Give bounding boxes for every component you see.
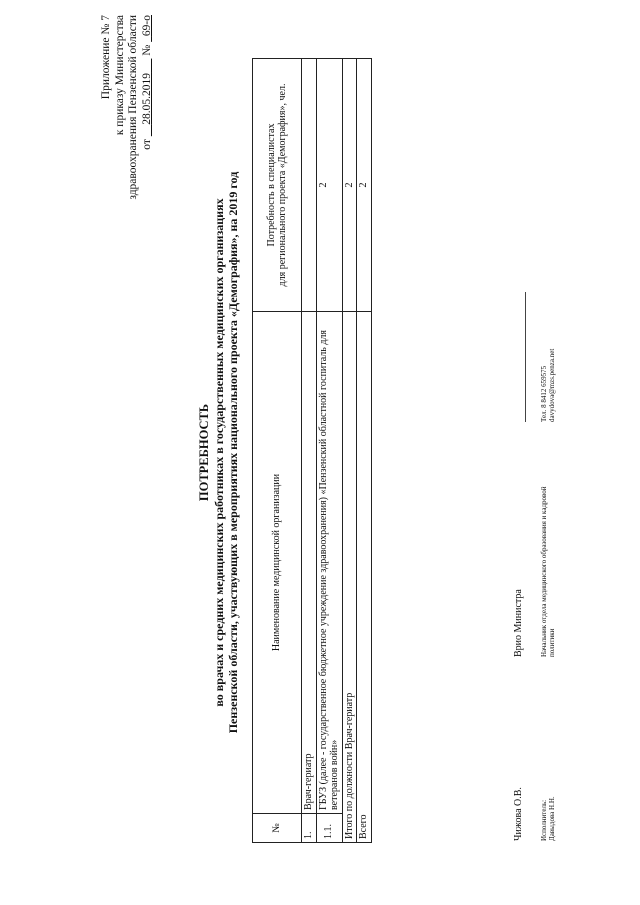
contact-phone: Тел. 8 8412 659575 — [540, 365, 548, 422]
order-date-value: 28.05.2019 — [140, 72, 153, 125]
document-subtitle-line2: Пензенской области, участвующих в мероприятиях национального проекта «Демография», на 2019 год — [226, 171, 240, 734]
department-line1: Начальник отдела медицинского образования и кадровой — [540, 486, 548, 657]
order-number — [141, 15, 153, 42]
header-num: № — [253, 814, 302, 843]
total-row — [357, 59, 372, 843]
contacts-block — [540, 349, 556, 422]
document-title: ПОТРЕБНОСТЬ — [197, 403, 211, 502]
document-subtitle-line1: во врачах и средних медицинских работниках в государственных медицинских организациях — [212, 198, 226, 707]
appendix-header — [100, 15, 154, 345]
row-num: 1. — [302, 814, 317, 843]
header-org: Наименование медицинской организации — [253, 312, 302, 814]
row-need — [302, 59, 317, 312]
header-need-line2: для регионального проекта «Демография», чел. — [277, 83, 288, 287]
signatory-name: Чижова О.В. — [513, 787, 524, 841]
demand-table — [252, 58, 372, 843]
order-date — [141, 59, 153, 137]
subtotal-label: Итого по должности Врач-гериатр — [342, 312, 357, 843]
table-row — [302, 59, 317, 843]
signature-divider — [525, 292, 526, 422]
order-number-value: 69-о — [140, 15, 153, 37]
row-org: Врач-гериатр — [302, 312, 317, 814]
table-header-row — [253, 59, 302, 843]
executor-name: Давыдова Н.Н. — [548, 796, 556, 841]
appendix-date-line — [141, 15, 155, 345]
header-need — [253, 59, 302, 312]
appendix-title: Приложение № 7 — [100, 15, 112, 100]
appendix-ministry-line: здравоохранения Пензенской области — [127, 15, 139, 200]
number-label: № — [140, 44, 153, 56]
department-block — [540, 422, 556, 657]
executor-block — [540, 796, 556, 841]
header-need-line1: Потребность в специалистах — [265, 123, 277, 247]
appendix-order-line: к приказу Министерства — [113, 15, 126, 136]
from-label: от — [140, 139, 153, 150]
total-label: Всего — [357, 312, 372, 843]
total-value: 2 — [357, 59, 372, 312]
table-row — [316, 59, 342, 843]
subtotal-value: 2 — [342, 59, 357, 312]
row-org: ГБУЗ (далее - государственное бюджетное учреждение здравоохранения) «Пензенский областной госпиталь для ветеранов войн» — [316, 312, 342, 814]
row-need: 2 — [316, 59, 342, 312]
subtotal-row — [342, 59, 357, 843]
contact-email: davydova@mzs.penza.net — [548, 348, 556, 422]
executor-label: Исполнитель: — [540, 799, 548, 841]
row-num: 1.1. — [316, 814, 342, 843]
department-line2: политики — [548, 628, 556, 657]
signatory-position: Врио Министра — [513, 589, 524, 657]
